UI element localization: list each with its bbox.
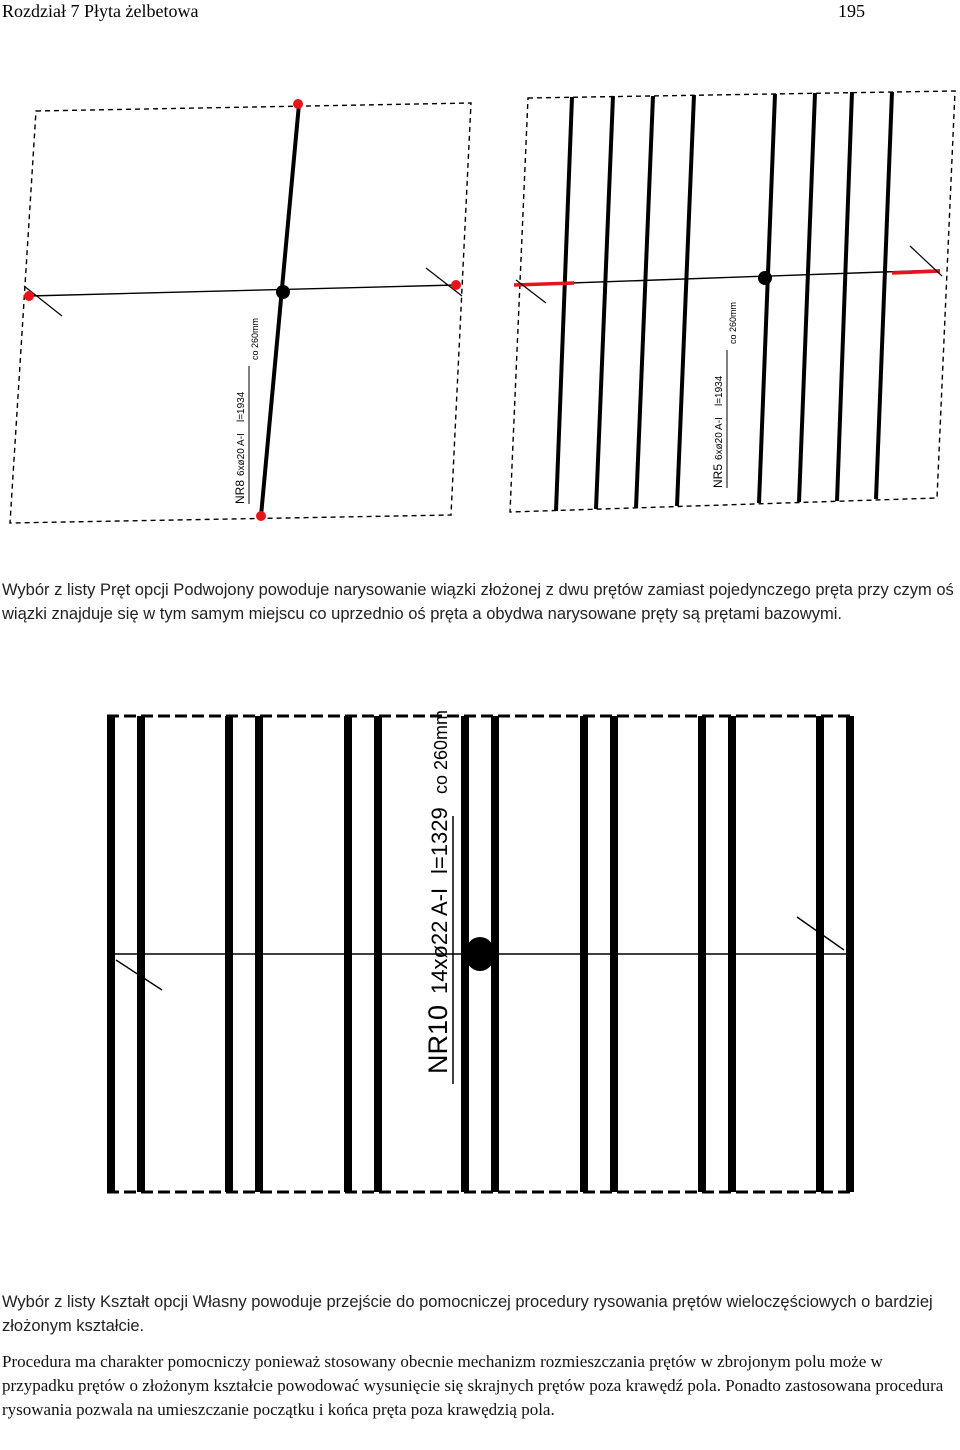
right-label-nr: NR5 [711, 463, 725, 488]
right-bar-8 [876, 92, 892, 499]
right-bar-label [711, 302, 738, 488]
right-distribution-line [514, 270, 940, 285]
label-grade: A-I [427, 887, 452, 916]
right-bar-5 [759, 94, 775, 503]
left-bar-label [233, 318, 260, 504]
left-label-spacing: co 260mm [250, 317, 260, 360]
right-label-length: l=1934 [714, 375, 725, 406]
left-tick-mark [24, 286, 62, 316]
left-handle-bottom[interactable] [256, 511, 266, 521]
right-bar-6 [799, 93, 815, 502]
right-bar-2 [596, 96, 613, 509]
right-end-right-red[interactable] [892, 271, 940, 273]
left-field [10, 99, 471, 523]
right-bar-base-point [758, 271, 772, 285]
paragraph-custom-shape: Wybór z listy Kształt opcji Własny powoduje przejście do pomocniczej procedury rysowania prętów wieloczęściowych o bardziej złożonym kształcie. [2, 1293, 933, 1335]
label-nr: NR10 [423, 1004, 453, 1074]
right-bar-3 [636, 96, 653, 508]
left-bar-double-outer [261, 104, 299, 516]
figure-bar-fields [0, 80, 960, 540]
left-handle-right[interactable] [451, 280, 461, 290]
right-bar-4 [677, 95, 694, 506]
right-label-spec: 6xø20 A-I [714, 417, 725, 460]
figure-enlarged-field [0, 705, 960, 1205]
label-length: l=1329 [427, 807, 452, 874]
right-field [510, 91, 955, 512]
left-bar-base-point [276, 285, 290, 299]
bar-base-point [465, 937, 495, 971]
chapter-title: Rozdział 7 Płyta żelbetowa [2, 1, 199, 21]
paragraph-procedure: Procedura ma charakter pomocniczy ponieważ stosowany obecnie mechanizm rozmieszczania prętów w zbrojonym polu może w przypadku prętów o złożonym kształcie powodować wysunięcie się skrajnych prętów poza krawędź pola. Ponadto zastosowana procedura rysowania pozwala na umieszczanie początku i końca pręta poza krawędzią pola. [2, 1352, 944, 1419]
paragraph-double-bar: Wybór z listy Pręt opcji Podwojony powoduje narysowanie wiązki złożonej z dwu prętów zamiast pojedynczego pręta przy czym oś wiązki znajduje się w tym samym miejscu co uprzednio oś pręta a obydwa narysowane pręty są prętami bazowymi. [2, 581, 954, 623]
right-bar-7 [837, 92, 852, 501]
left-label-spec: 6xø20 A-I [236, 433, 247, 476]
right-bar-1 [556, 97, 572, 511]
left-label-nr: NR8 [233, 479, 247, 504]
left-label-length: l=1934 [236, 391, 247, 422]
page-header [0, 0, 960, 24]
left-distribution-line [29, 285, 456, 296]
right-label-spacing: co 260mm [728, 301, 738, 344]
left-handle-top[interactable] [293, 99, 303, 109]
left-handle-left[interactable] [24, 291, 34, 301]
label-spec: 14xø22 [427, 920, 452, 994]
label-spacing: co 260mm [431, 709, 451, 794]
bar-label [423, 710, 453, 1084]
page-number: 195 [838, 1, 865, 21]
